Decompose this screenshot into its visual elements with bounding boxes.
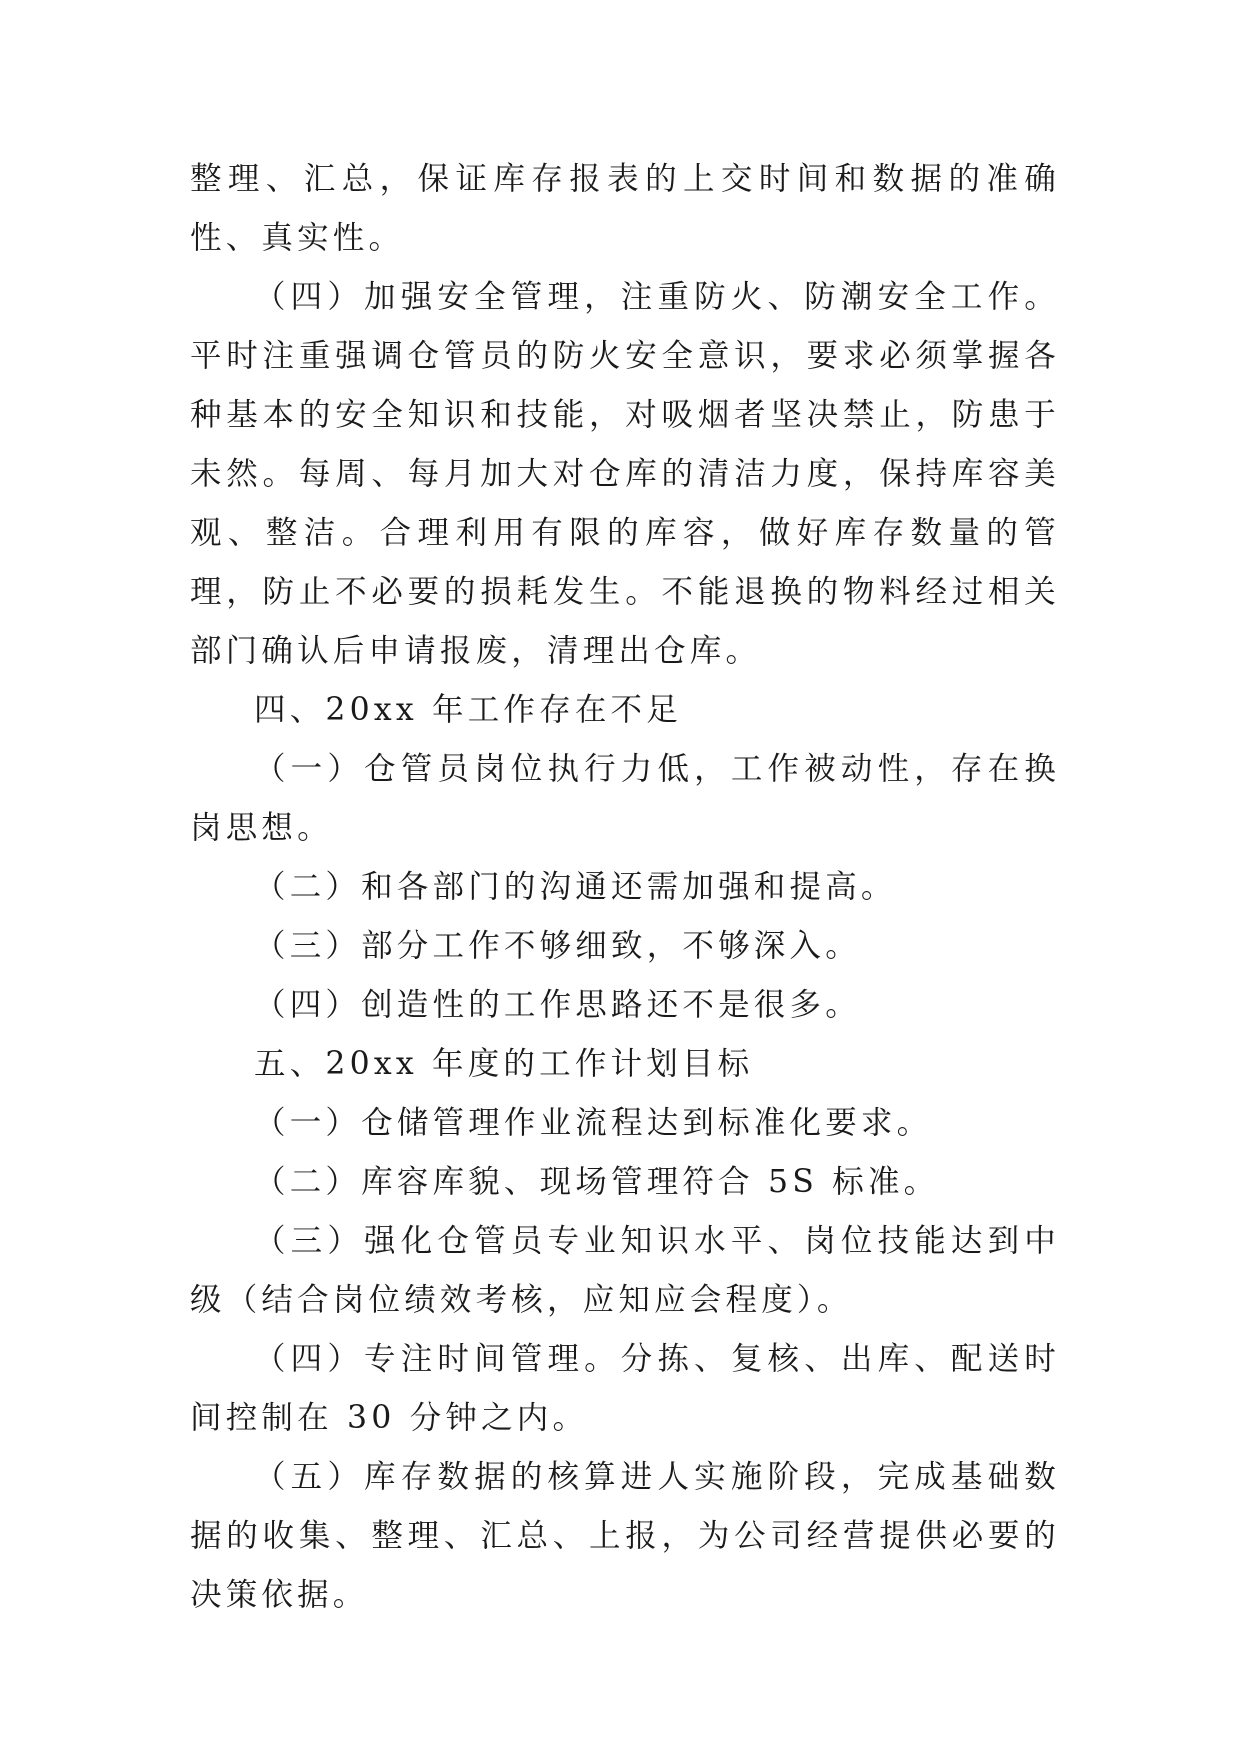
paragraph-goal-4: （四）专注时间管理。分拣、复核、出库、配送时间控制在 30 分钟之内。 [190,1341,1060,1436]
document-body [190,150,1060,1625]
paragraph-goal-3: （三）强化仓管员专业知识水平、岗位技能达到中级（结合岗位绩效考核，应知应会程度）。 [190,1223,1060,1318]
paragraph-goal-1: （一）仓储管理作业流程达到标准化要求。 [254,1105,933,1141]
paragraph-shortcoming-1: （一）仓管员岗位执行力低，工作被动性，存在换岗思想。 [190,751,1060,846]
section-heading-shortcomings: 四、20xx 年工作存在不足 [254,692,682,728]
section-heading-goals: 五、20xx 年度的工作计划目标 [254,1046,754,1082]
paragraph-shortcoming-4: （四）创造性的工作思路还不是很多。 [254,987,861,1023]
paragraph-shortcoming-2: （二）和各部门的沟通还需加强和提高。 [254,869,897,905]
paragraph-continuation: 整理、汇总，保证库存报表的上交时间和数据的准确性、真实性。 [190,161,1060,256]
paragraph-shortcoming-3: （三）部分工作不够细致，不够深入。 [254,928,861,964]
paragraph-safety-management: （四）加强安全管理，注重防火、防潮安全工作。平时注重强调仓管员的防火安全意识，要求必须掌握各种基本的安全知识和技能，对吸烟者坚决禁止，防患于未然。每周、每月加大对仓库的清洁力度，保持库容美观、整洁。合理利用有限的库容，做好库存数量的管理，防止不必要的损耗发生。不能退换的物料经过相关部门确认后申请报废，清理出仓库。 [190,279,1060,669]
paragraph-goal-5: （五）库存数据的核算进人实施阶段，完成基础数据的收集、整理、汇总、上报，为公司经营提供必要的决策依据。 [190,1459,1060,1613]
paragraph-goal-2: （二）库容库貌、现场管理符合 5S 标准。 [254,1164,940,1200]
